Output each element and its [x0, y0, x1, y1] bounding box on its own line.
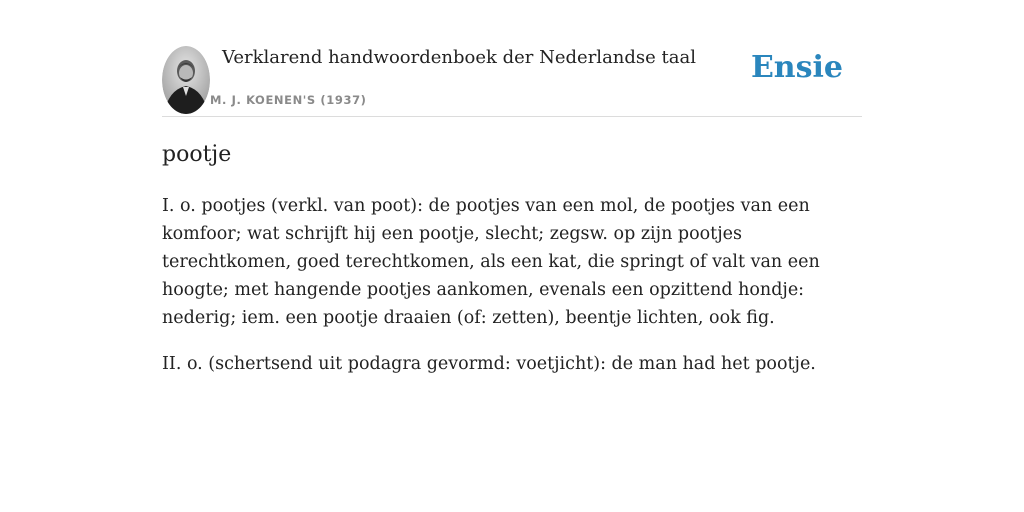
author-portrait-icon: [162, 46, 210, 114]
dictionary-author: M. J. KOENEN'S (1937): [210, 93, 367, 107]
ensie-logo-link[interactable]: Ensie: [750, 50, 843, 85]
definition-paragraph: I. o. pootjes (verkl. van poot): de pootjes van een mol, de pootjes van een komfoor; wat schrijft hij een pootje, slecht; zegsw. op zijn pootjes terechtkomen, goed terechtkomen, als een kat, die springt of valt van een hoogte; met hangende pootjes aankomen, evenals een opzittend hondje: nederig; iem. een pootje draaien (of: zetten), beentje lichten, ook fig.: [162, 196, 820, 328]
entry-content: [162, 192, 868, 396]
definition-paragraph: II. o. (schertsend uit podagra gevormd: voetjicht): de man had het pootje.: [162, 354, 816, 374]
dictionary-title: Verklarend handwoordenboek der Nederlandse taal: [222, 47, 696, 68]
entry-headword: pootje: [162, 142, 232, 167]
header: [162, 46, 862, 117]
